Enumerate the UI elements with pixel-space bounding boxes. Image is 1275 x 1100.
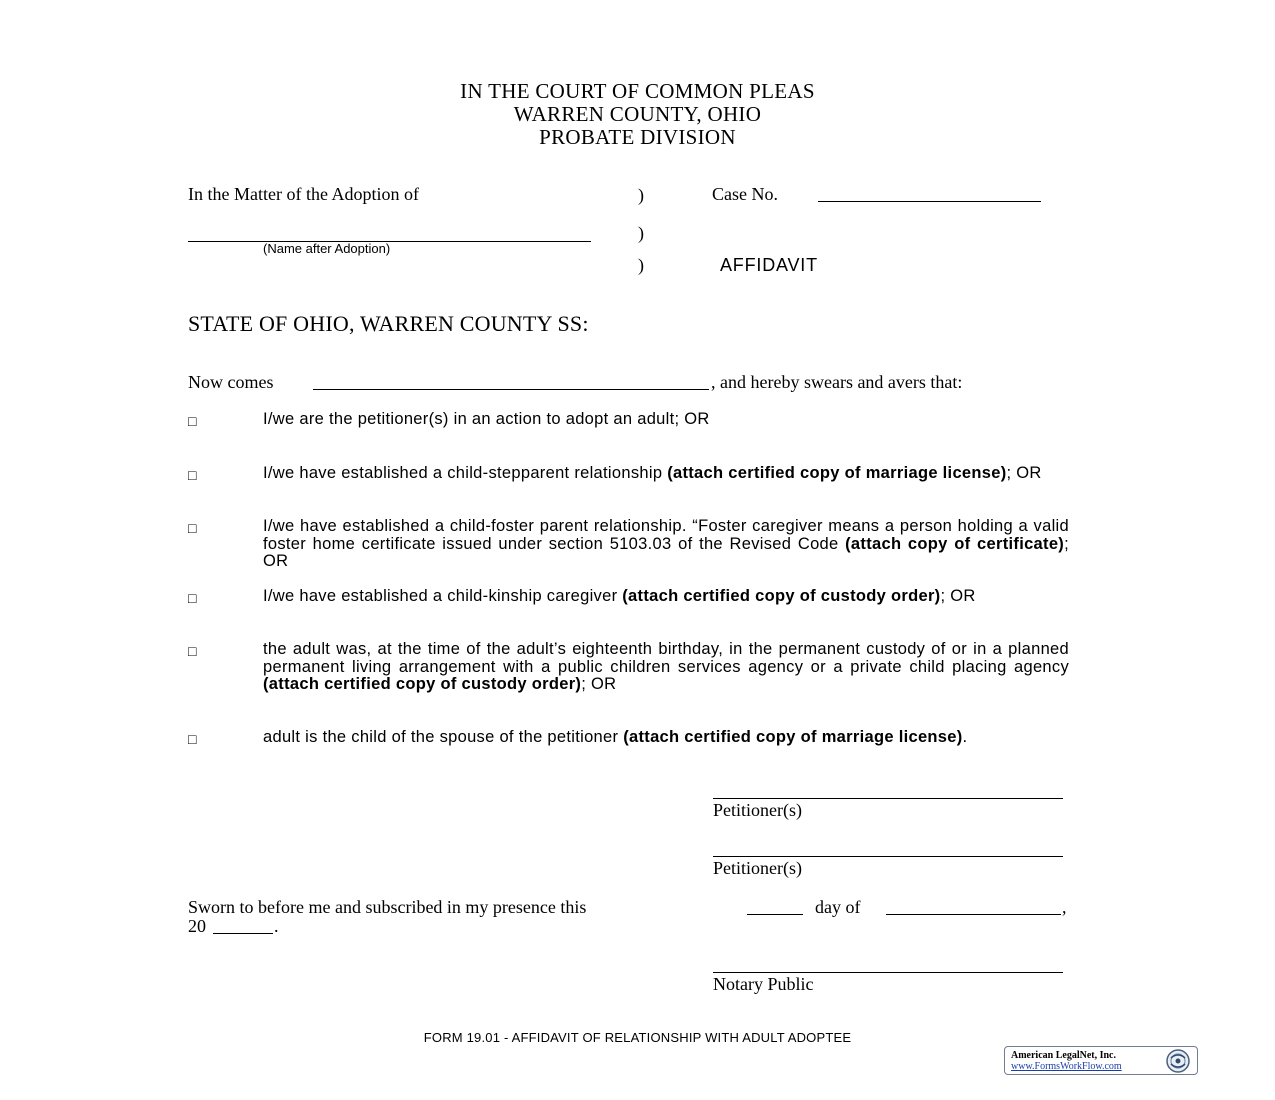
case-no-label: Case No. bbox=[712, 184, 778, 204]
jurat-day-field[interactable] bbox=[747, 914, 803, 915]
petitioner-signature-line-2[interactable] bbox=[713, 856, 1063, 857]
brand-url-link[interactable]: www.FormsWorkFlow.com bbox=[1011, 1061, 1122, 1072]
option-checkbox[interactable]: □ bbox=[188, 467, 197, 483]
document-title: AFFIDAVIT bbox=[720, 255, 818, 275]
court-county: WARREN COUNTY, OHIO bbox=[513, 102, 762, 126]
jurat-comma: , bbox=[1062, 897, 1067, 917]
option-text: the adult was, at the time of the adult’s eighteenth birthday, in the permanent custody of or in a planned permanent living arrangement with a public children services agency or a private child placing agency (attach certified copy of custody order); OR bbox=[263, 640, 1069, 693]
option-text: I/we have established a child-kinship caregiver (attach certified copy of custody order); OR bbox=[263, 587, 976, 605]
option-text: I/we have established a child-foster parent relationship. “Foster caregiver means a person holding a valid foster home certificate issued under section 5103.03 of the Revised Code (attach copy of certificate); OR bbox=[263, 517, 1069, 570]
brand-name: American LegalNet, Inc. bbox=[1011, 1050, 1116, 1061]
petitioner-signature-line-1[interactable] bbox=[713, 798, 1063, 799]
venue-heading: STATE OF OHIO, WARREN COUNTY SS: bbox=[188, 311, 589, 336]
option-checkbox[interactable]: □ bbox=[188, 590, 197, 606]
option-checkbox[interactable]: □ bbox=[188, 731, 197, 747]
option-text: adult is the child of the spouse of the petitioner (attach certified copy of marriage license). bbox=[263, 728, 968, 746]
caption-paren-1: ) bbox=[638, 185, 644, 205]
name-after-adoption-label: (Name after Adoption) bbox=[263, 241, 391, 256]
jurat-month-field[interactable] bbox=[886, 914, 1061, 915]
case-no-field[interactable] bbox=[818, 201, 1041, 202]
option-text: I/we have established a child-stepparent relationship (attach certified copy of marriage license); OR bbox=[263, 464, 1042, 482]
notary-label: Notary Public bbox=[713, 974, 814, 994]
jurat-period: . bbox=[274, 916, 279, 936]
option-text: I/we are the petitioner(s) in an action to adopt an adult; OR bbox=[263, 410, 710, 428]
affiant-name-field[interactable] bbox=[313, 389, 709, 390]
petitioner-label-1: Petitioner(s) bbox=[713, 800, 802, 820]
jurat-year-prefix: 20 bbox=[188, 916, 206, 936]
option-checkbox[interactable]: □ bbox=[188, 413, 197, 429]
jurat-year-field[interactable] bbox=[213, 933, 273, 934]
option-checkbox[interactable]: □ bbox=[188, 643, 197, 659]
petitioner-label-2: Petitioner(s) bbox=[713, 858, 802, 878]
court-division: PROBATE DIVISION bbox=[539, 125, 736, 149]
brand-badge[interactable] bbox=[1004, 1046, 1198, 1075]
caption-paren-3: ) bbox=[638, 255, 644, 275]
court-name: IN THE COURT OF COMMON PLEAS bbox=[460, 79, 815, 103]
matter-label: In the Matter of the Adoption of bbox=[188, 184, 419, 204]
jurat-text: Sworn to before me and subscribed in my presence this bbox=[188, 897, 587, 917]
option-checkbox[interactable]: □ bbox=[188, 520, 197, 536]
intro-prefix: Now comes bbox=[188, 372, 274, 392]
form-footer-label: FORM 19.01 - AFFIDAVIT OF RELATIONSHIP WITH ADULT ADOPTEE bbox=[423, 1030, 852, 1045]
caption-paren-2: ) bbox=[638, 223, 644, 243]
globe-icon bbox=[1161, 1048, 1195, 1074]
intro-suffix: , and hereby swears and avers that: bbox=[711, 372, 963, 392]
notary-signature-line[interactable] bbox=[713, 972, 1063, 973]
jurat-day-of: day of bbox=[815, 897, 861, 917]
